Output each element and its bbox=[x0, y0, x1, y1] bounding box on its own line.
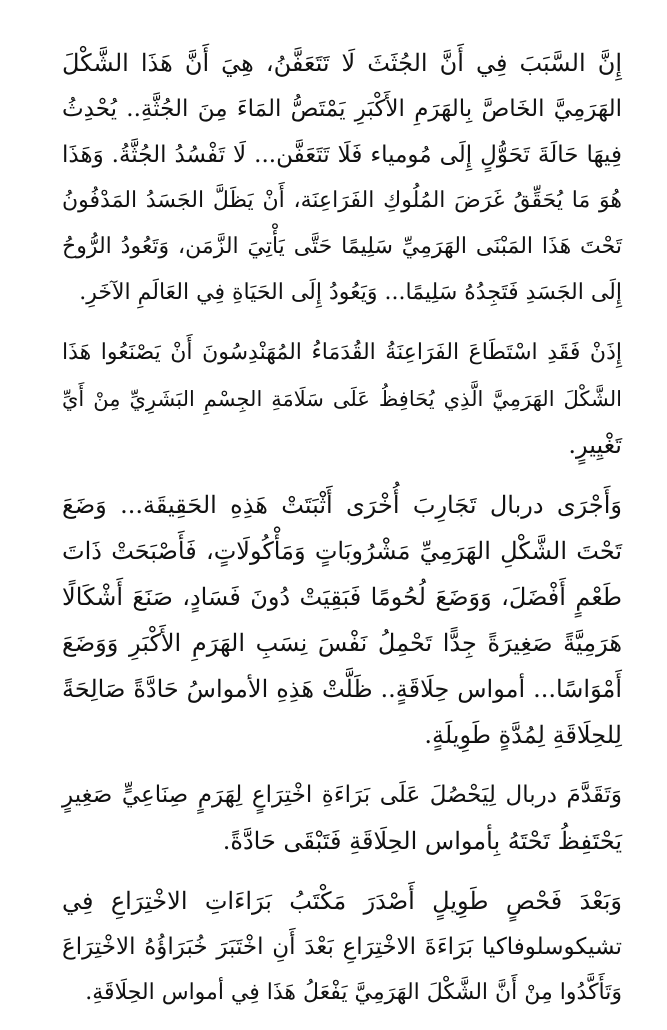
text-line: أَمْوَاسًا... أمواس حِلَاقَةٍ.. ظَلَّتْ هَذِهِ الأمواسُ حَادَّةً صَالِحَةً bbox=[62, 675, 622, 703]
text-line: فِيهَا حَالَةَ تَحَوُّلٍ إِلَى مُومياء فَلَا تَتَعَفَّن... لَا تَفْسُدُ الجُثَّةُ. وَهَذَا bbox=[62, 142, 622, 168]
paragraph-4 bbox=[62, 772, 622, 864]
text-line: تَحْتَ هَذَا المَبْنَى الهَرَمِيِّ سَلِيمًا حَتَّى يَأْتِيَ الزَّمَن، وَتَعُودُ الرُّوحُ bbox=[62, 234, 622, 259]
document-page bbox=[62, 40, 622, 1030]
text-line: وَتَأَكَّدُوا مِنْ أَنَّ الشَّكْلَ الهَرَمِيَّ يَفْعَلُ هَذَا فِي أمواس الحِلَاقَةِ. bbox=[85, 980, 622, 1005]
text-line: هَرَمِيَّةً صَغِيرَةً جِدًّا تَحْمِلُ نَفْسَ نِسَبِ الهَرَمِ الأَكْبَرِ وَوَضَعَ bbox=[62, 629, 622, 657]
text-line: الشَّكْلَ الهَرَمِيَّ الَّذِي يُحَافِظُ عَلَى سَلَامَةِ الجِسْمِ البَشَرِيِّ مِنْ أَيِّ bbox=[62, 387, 622, 411]
text-line: هُوَ مَا يُحَقِّقُ غَرَضَ المُلُوكِ الفَرَاعِنَة، أَنْ يَظَلَّ الجَسَدُ المَدْفُونُ bbox=[62, 188, 622, 213]
text-line: إِنَّ السَّبَبَ فِي أَنَّ الجُثَثَ لَا تَتَعَفَّنُ، هِيَ أَنَّ هَذَا الشَّكْلَ bbox=[62, 49, 622, 77]
text-line: وَتَقَدَّمَ دربال لِيَحْصُلَ عَلَى بَرَاءَةِ اخْتِرَاعٍ لِهَرَمٍ صِنَاعِيٍّ صَغِيرٍ bbox=[62, 782, 622, 808]
text-line: إِلَى الجَسَدِ فَتَجِدُهُ سَلِيمًا... وَيَعُودُ إِلَى الحَيَاةِ فِي العَالَمِ الآخَرِ. bbox=[79, 280, 622, 305]
text-line: طَعْمٍ أَفْضَلَ، وَوَضَعَ لُحُومًا فَبَقِيَتْ دُونَ فَسَادٍ، صَنَعَ أَشْكَالًا bbox=[62, 583, 622, 611]
text-line: تشيكوسلوفاكيا بَرَاءَةَ الاخْتِرَاعِ بَعْدَ أَنِ اخْتَبَرَ خُبَرَاؤُهُ الاخْتِرَاعَ bbox=[62, 934, 622, 960]
paragraph-5 bbox=[62, 878, 622, 1016]
paragraph-1 bbox=[62, 40, 622, 316]
text-line: إِذَنْ فَقَدِ اسْتَطَاعَ الفَرَاعِنَةُ القُدَمَاءُ المُهَنْدِسُونَ أَنْ يَصْنَعُوا هَذَا bbox=[62, 340, 622, 365]
text-line: الهَرَمِيَّ الخَاصَّ بِالهَرَمِ الأَكْبَرِ يَمْتَصُّ المَاءَ مِنَ الجُثَّةِ.. يُحْدِثُ bbox=[62, 96, 622, 122]
text-line: تَحْتَ الشَّكْلِ الهَرَمِيِّ مَشْرُوبَاتٍ وَمَأْكُولَاتٍ، فَأَصْبَحَتْ ذَاتَ bbox=[62, 537, 622, 565]
paragraph-2 bbox=[62, 330, 622, 468]
text-line: وَأَجْرَى دربال تَجَارِبَ أُخْرَى أَثْبَتَتْ هَذِهِ الحَقِيقَة... وَضَعَ bbox=[62, 491, 622, 519]
text-line: تَغْيِيرٍ. bbox=[568, 431, 622, 459]
paragraph-3 bbox=[62, 482, 622, 758]
text-line: وَبَعْدَ فَحْصٍ طَوِيلٍ أَصْدَرَ مَكْتَبُ بَرَاءَاتِ الاخْتِرَاعِ فِي bbox=[62, 887, 622, 915]
text-line: لِلحِلَاقَةِ لِمُدَّةٍ طَوِيلَةٍ. bbox=[424, 721, 622, 749]
text-line: يَحْتَفِظُ تَحْتَهُ بِأمواس الحِلَاقَةِ فَتَبْقَى حَادَّةً. bbox=[222, 827, 622, 855]
